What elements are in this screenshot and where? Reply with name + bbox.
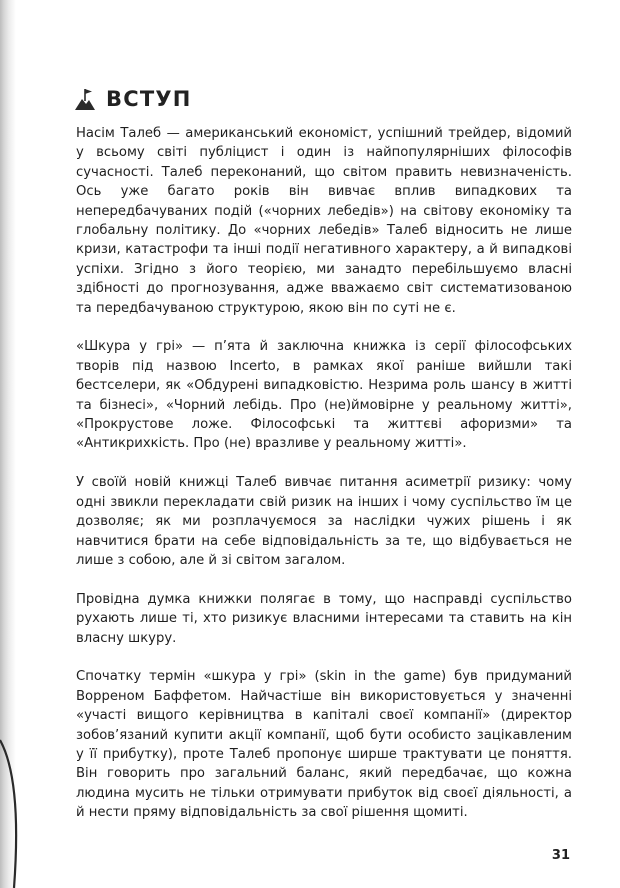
chapter-heading [74, 84, 192, 114]
paragraph: Провідна думка книжки полягає в тому, що насправді суспільство рухають лише ті, хто ризикує власними інтересами та ставить на кін власну шкуру. [76, 591, 572, 646]
summit-flag-icon [74, 87, 96, 111]
page-number: 31 [551, 848, 570, 863]
paragraph: Насім Талеб — американський економіст, успішний трейдер, відомий у всьому світі публіцист і один із найпопулярніших філософів сучасності. Талеб переконаний, що світом править невизначеність. Ось уже багато років він вивчає вплив випадкових та непередбачуваних подій («чорних лебедів») на світову економіку та глобальну політику. До «чорних лебедів» Талеб відносить не лише кризи, катастрофи та інші події негативного характеру, а й випадкові успіхи. Згідно з його теорією, ми занадто перебільшуємо власні здібності до прогнозування, адже вважаємо світ систематизованою та передбачуваною структурою, якою він по суті не є. [76, 126, 572, 316]
paragraph: Спочатку термін «шкура у грі» (skin in the game) був придуманий Ворреном Баффетом. Найчастіше він використовується у значенні «участі вищого керівництва в капіталі своєї компанії» (директор зобов’язаний купити акції компанії, щоб бути особисто зацікавленим у її прибутку), проте Талеб пропонує ширше трактувати це поняття. Він говорить про загальний баланс, який передбачає, що кожна людина мусить не тільки отримувати прибуток від своєї діяльності, а й нести пряму відповідальність за свої рішення щомиті. [76, 669, 572, 821]
body-text [76, 124, 572, 842]
chapter-title: ВСТУП [106, 87, 192, 111]
paragraph: У своїй новій книжці Талеб вивчає питання асиметрії ризику: чому одні звикли перекладати свій ризик на інших і чому суспільство їм це дозволяє; як ми розплачуємося за наслідки чужих рішень і як навчитися брати на себе відповідальність за те, що відбувається не лише з собою, але й зі світом загалом. [76, 475, 572, 568]
binding-curve [0, 700, 30, 888]
paragraph: «Шкура у грі» — п’ята й заключна книжка із серії філософських творів під назвою Incerto, в рамках якої раніше вийшли такі бестселери, як «Обдурені випадковістю. Незрима роль шансу в житті та бізнесі», «Чорний лебідь. Про (не)ймовірне у реальному житті», «Прокрустове ложе. Філософські та життєві афоризми» та «Антикрихкість. Про (не) вразливе у реальному житті». [76, 339, 572, 452]
